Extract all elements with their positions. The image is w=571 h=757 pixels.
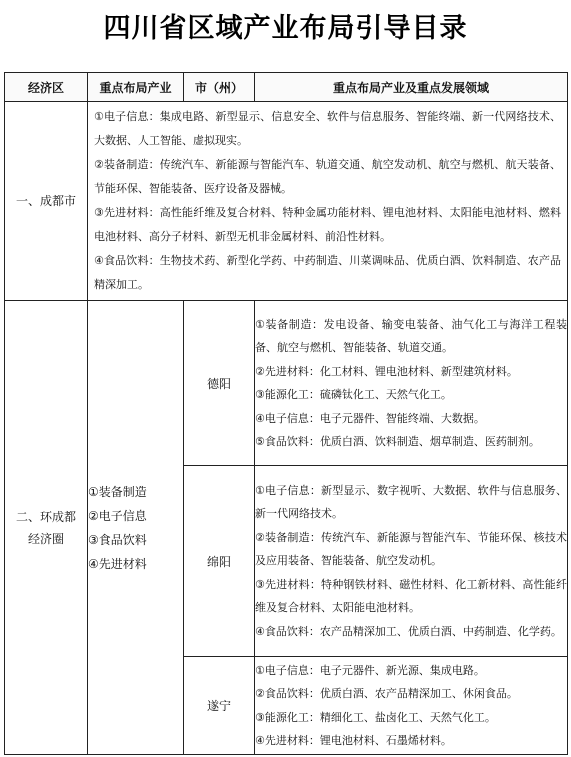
region-name-line: 二、环成都 [15, 509, 76, 524]
key-industry-item: ①装备制造 [88, 484, 147, 499]
detail-item: ⑤食品饮料：优质白酒、饮料制造、烟草制造、医药制剂。 [255, 435, 540, 448]
detail-item: ③先进材料：高性能纤维及复合材料、特种金属功能材料、锂电池材料、太阳能电池材料、燃料电池材料、高分子材料、新型无机非金属材料、前沿性材料。 [94, 206, 561, 243]
page-title: 四川省区域产业布局引导目录 [103, 13, 468, 44]
detail-item: ④食品饮料：农产品精深加工、优质白酒、中药制造、化学药。 [255, 624, 562, 638]
header-key-industry: 重点布局产业 [88, 73, 184, 102]
detail-item: ②装备制造：传统汽车、新能源与智能汽车、节能环保、核技术及应用装备、智能装备、航空发动机。 [255, 530, 567, 568]
detail-item: ③能源化工：硫磷钛化工、天然气化工。 [255, 388, 452, 401]
key-industry-list [88, 301, 184, 755]
mianyang-detail [255, 466, 568, 657]
detail-item: ①电子信息：新型显示、数字视听、大数据、软件与信息服务、新一代网络技术。 [255, 483, 567, 521]
key-industry-item: ②电子信息 [88, 508, 147, 523]
industry-layout-table [4, 72, 568, 755]
detail-item: ④食品饮料：生物技术药、新型化学药、中药制造、川菜调味品、优质白酒、饮料制造、农产品精深加工。 [94, 254, 561, 291]
region-chengdu-circle [5, 301, 88, 755]
table-row-deyang [5, 301, 568, 466]
header-city: 市（州） [184, 73, 255, 102]
header-region: 经济区 [5, 73, 88, 102]
detail-item: ②先进材料：化工材料、锂电池材料、新型建筑材料。 [255, 364, 518, 378]
detail-item: ①装备制造：发电设备、输变电装备、油气化工与海洋工程装备、航空与燃机、智能装备、轨道交通。 [255, 317, 567, 354]
detail-item: ③能源化工：精细化工、盐卤化工、天然气化工。 [255, 710, 496, 724]
key-industry-item: ④先进材料 [88, 556, 147, 571]
city-deyang: 德阳 [184, 301, 255, 466]
detail-item: ④电子信息：电子元器件、智能终端、大数据。 [255, 411, 485, 425]
table-row-chengdu [5, 102, 568, 301]
detail-item: ①电子信息：集成电路、新型显示、信息安全、软件与信息服务、智能终端、新一代网络技术、大数据、人工智能、虚拟现实。 [94, 110, 561, 147]
city-mianyang: 绵阳 [184, 466, 255, 657]
detail-item: ①电子信息：电子元器件、新光源、集成电路。 [255, 663, 485, 677]
detail-item: ②装备制造：传统汽车、新能源与智能汽车、轨道交通、航空发动机、航空与燃机、航天装备、节能环保、智能装备、医疗设备及器械。 [94, 158, 561, 195]
header-detail: 重点布局产业及重点发展领域 [255, 73, 568, 102]
chengdu-detail [88, 102, 568, 301]
detail-item: ④先进材料：锂电池材料、石墨烯材料。 [255, 734, 452, 747]
table-header-row [5, 73, 568, 102]
suining-detail [255, 657, 568, 755]
deyang-detail [255, 301, 568, 466]
region-name-line: 经济圈 [27, 531, 64, 546]
detail-item: ③先进材料：特种钢铁材料、磁性材料、化工新材料、高性能纤维及复合材料、太阳能电池材料。 [255, 577, 567, 615]
detail-item: ②食品饮料：优质白酒、农产品精深加工、休闲食品。 [255, 687, 518, 700]
city-suining: 遂宁 [184, 657, 255, 755]
region-chengdu: 一、成都市 [5, 102, 88, 301]
key-industry-item: ③食品饮料 [88, 532, 147, 547]
